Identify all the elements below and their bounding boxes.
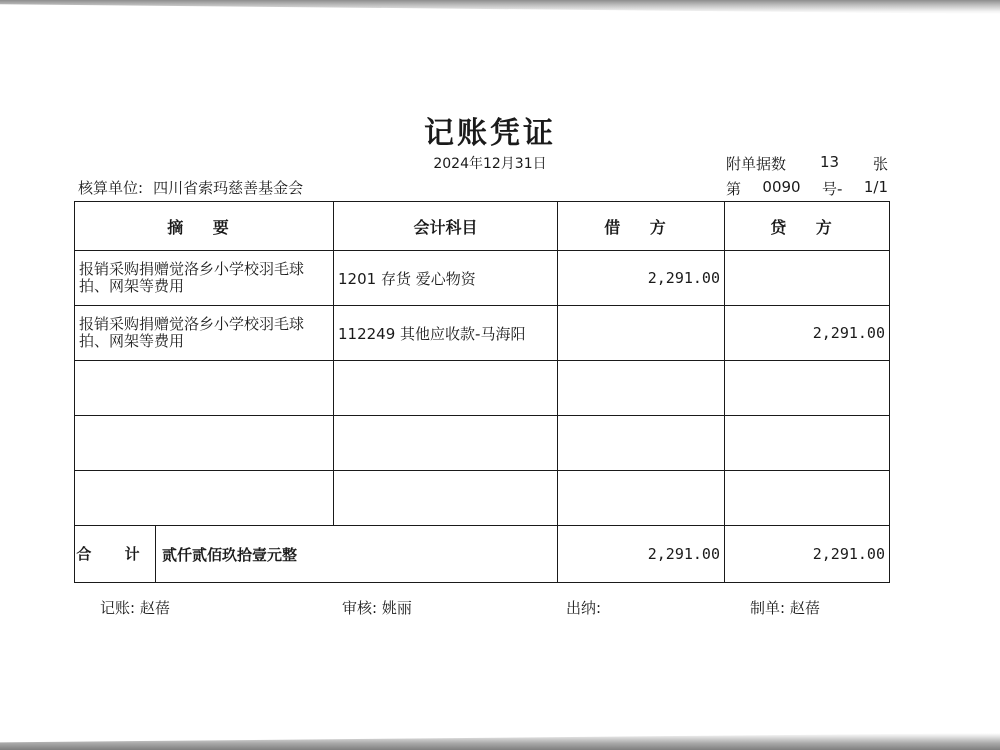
table-row-empty — [75, 416, 890, 471]
total-cell — [75, 526, 558, 583]
attachments-unit: 张 — [872, 155, 888, 173]
row-credit — [725, 251, 890, 306]
table-row-empty — [75, 471, 890, 526]
attachments-count: 13 — [819, 153, 840, 171]
row-summary: 报销采购捐赠觉洛乡小学校羽毛球拍、网架等费用 — [75, 306, 334, 361]
attachments-line — [726, 153, 888, 174]
voucher-number-line — [726, 178, 888, 199]
total-label: 合 计 — [75, 526, 156, 582]
total-amount-words: 贰仟贰佰玖拾壹元整 — [162, 545, 298, 564]
row-account: 1201 存货 爱心物资 — [334, 251, 558, 306]
total-row — [75, 526, 890, 583]
voucher-title: 记账凭证 — [424, 116, 556, 151]
voucher-date: 2024年12月31日 — [433, 156, 547, 172]
row-credit: 2,291.00 — [725, 306, 890, 361]
org-name: 四川省索玛慈善基金会 — [153, 179, 304, 197]
row-debit: 2,291.00 — [558, 251, 725, 306]
voucher-number: 0090 — [762, 178, 801, 196]
bookkeeper-signature: 记账: 赵蓓 — [100, 599, 170, 617]
row-account: 112249 其他应收款-马海阳 — [334, 306, 558, 361]
header-summary: 摘 要 — [75, 202, 334, 251]
number-suffix: 号- — [822, 180, 843, 198]
scan-edge-top — [0, 0, 1000, 14]
row-debit — [558, 306, 725, 361]
scan-edge-bottom — [0, 733, 1000, 750]
total-debit: 2,291.00 — [558, 526, 725, 583]
table-row — [75, 306, 890, 361]
cashier-signature: 出纳: — [566, 599, 602, 617]
voucher-table — [74, 201, 890, 583]
table-row-empty — [75, 361, 890, 416]
header-account: 会计科目 — [334, 202, 558, 251]
table-header-row — [75, 202, 890, 251]
preparer-signature: 制单: 赵蓓 — [750, 599, 820, 617]
org-label: 核算单位: — [78, 179, 144, 197]
total-credit: 2,291.00 — [725, 526, 890, 583]
table-row — [75, 251, 890, 306]
number-prefix: 第 — [726, 180, 742, 198]
org-line — [78, 177, 303, 198]
header-credit: 贷 方 — [725, 202, 890, 251]
header-debit: 借 方 — [558, 202, 725, 251]
page-indicator: 1/1 — [863, 178, 888, 196]
attachments-label: 附单据数 — [726, 155, 787, 173]
auditor-signature: 审核: 姚丽 — [342, 599, 412, 617]
row-summary: 报销采购捐赠觉洛乡小学校羽毛球拍、网架等费用 — [75, 251, 334, 306]
